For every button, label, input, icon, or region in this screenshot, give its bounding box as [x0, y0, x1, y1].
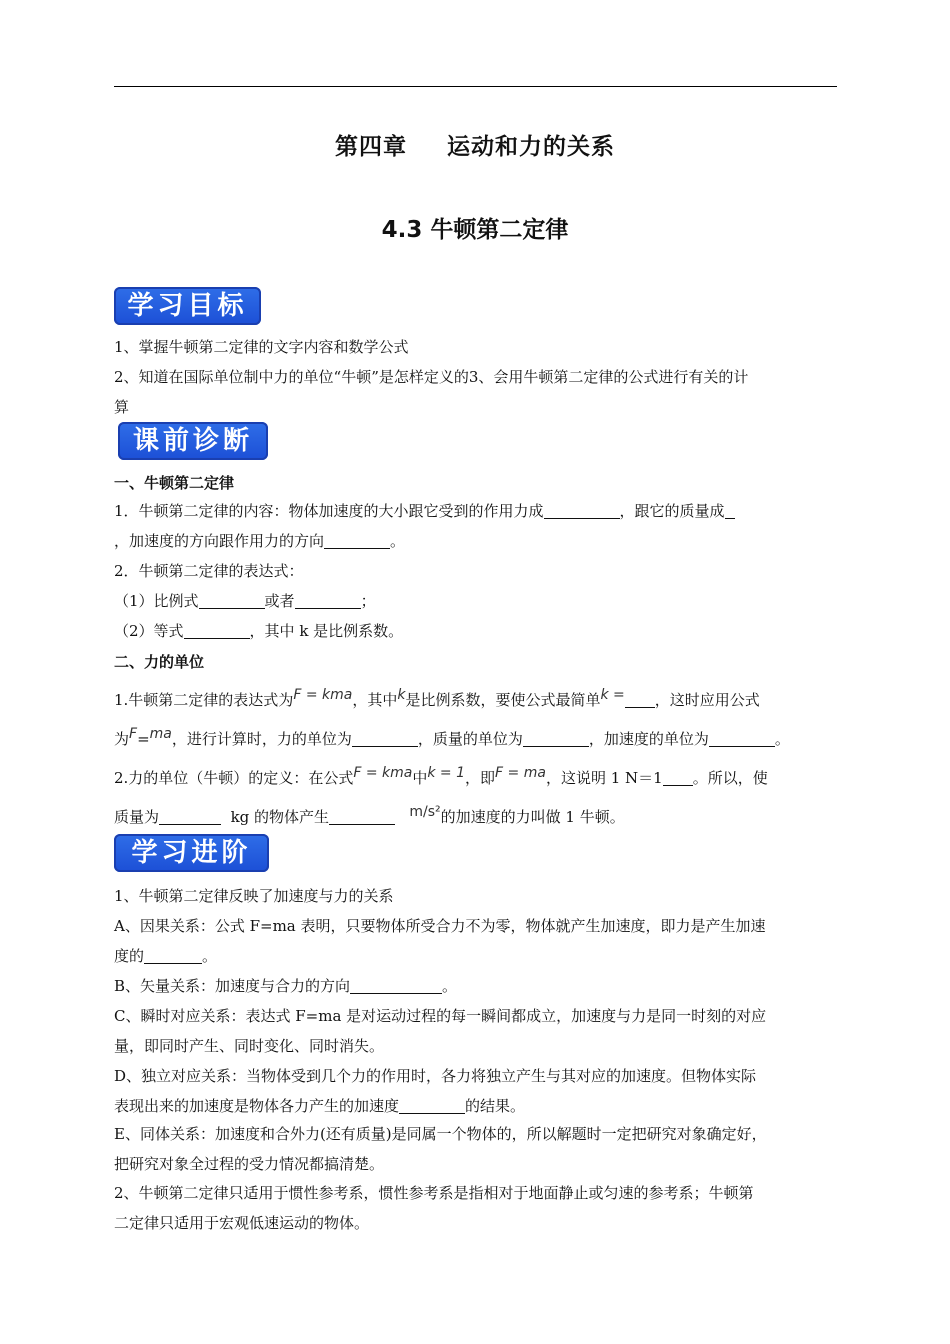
u3-text-a: 2.力的单位（牛顿）的定义：在公式 [114, 769, 354, 787]
blank[interactable] [329, 809, 395, 825]
blank[interactable] [352, 731, 418, 747]
unit-q1 [114, 687, 844, 710]
blank[interactable] [523, 731, 589, 747]
diagnosis-heading-2: 二、力的单位 [114, 653, 205, 671]
chapter-title [0, 128, 950, 161]
equals-sign: = [137, 730, 150, 748]
section-title: 4.3 牛顿第二定律 [381, 217, 569, 243]
formula-k: k [397, 687, 406, 703]
formula-ma: ma [149, 726, 172, 742]
u3-text-c: ，即 [465, 769, 496, 787]
blank[interactable] [399, 1098, 465, 1114]
blank[interactable] [544, 503, 620, 519]
u2-text-d: ，加速度的单位为 [588, 730, 709, 748]
advanced-d: D、独立对应关系：当物体受到几个力的作用时，各力将独立产生与其对应的加速度。但物体实际 [114, 1067, 757, 1085]
u3-text-d: ，这说明 1 N＝1 [545, 769, 663, 787]
advanced-2: 2、牛顿第二定律只适用于惯性参考系，惯性参考系是指相对于地面静止或匀速的参考系；牛顿第 [114, 1184, 754, 1202]
advanced-banner: 学习进阶 [114, 834, 269, 872]
diagnosis-q2-2 [114, 620, 844, 641]
blank[interactable] [159, 809, 221, 825]
adv-d-text-a: 表现出来的加速度是物体各力产生的加速度 [114, 1097, 400, 1115]
advanced-b [114, 975, 844, 996]
objective-1: 1、掌握牛顿第二定律的文字内容和数学公式 [114, 338, 409, 356]
u1-text-b: ，其中 [352, 691, 398, 709]
advanced-a: A、因果关系：公式 F=ma 表明，只要物体所受合力不为零，物体就产生加速度，即力是产生加速 [114, 917, 766, 935]
u3-text-b: 中 [412, 769, 428, 787]
adv-a-text-b: 。 [202, 947, 218, 965]
advanced-c: C、瞬时对应关系：表达式 F=ma 是对运动过程的每一瞬间都成立，加速度与力是同一时刻的对应 [114, 1007, 767, 1025]
formula-f-kma: F = kma [293, 687, 353, 703]
q1-text-d: 。 [390, 532, 406, 550]
q1-text-a: 1．牛顿第二定律的内容：物体加速度的大小跟它受到的作用力成 [114, 502, 544, 520]
adv-a-text-a: 度的 [114, 947, 145, 965]
formula-f-ma: F = ma [495, 765, 546, 781]
u4-text-a: 质量为 [114, 808, 160, 826]
q2-1-text-a: （1）比例式 [114, 592, 199, 610]
q2-1-text-b: 或者 [264, 592, 295, 610]
blank[interactable] [324, 533, 390, 549]
diagnosis-q1-cont [114, 530, 844, 551]
diagnosis-heading-1: 一、牛顿第二定律 [114, 474, 235, 492]
unit-m-per-s2: m/s² [409, 804, 441, 820]
chapter-name: 运动和力的关系 [447, 134, 615, 160]
q1-text-c: ，加速度的方向跟作用力的方向 [114, 532, 325, 550]
advanced-d-cont [114, 1095, 844, 1116]
diagnosis-q2-1 [114, 590, 844, 611]
blank[interactable] [663, 770, 693, 786]
header-rule [114, 86, 837, 87]
unit-q1-cont [114, 726, 844, 749]
objective-2: 2、知道在国际单位制中力的单位“牛顿”是怎样定义的3、会用牛顿第二定律的公式进行有关的计 [114, 368, 749, 386]
unit-q2 [114, 765, 844, 788]
q2-2-text-b: ，其中 k 是比例系数。 [249, 622, 404, 640]
q2-2-text-a: （2）等式 [114, 622, 184, 640]
advanced-e: E、同体关系：加速度和合外力(还有质量)是同属一个物体的，所以解题时一定把研究对象确定好， [114, 1125, 767, 1143]
blank[interactable] [625, 692, 655, 708]
blank[interactable] [725, 503, 735, 519]
blank[interactable] [709, 731, 775, 747]
advanced-c-cont: 量，即同时产生、同时变化、同时消失。 [114, 1037, 385, 1055]
objectives-banner: 学习目标 [114, 287, 261, 325]
advanced-1: 1、牛顿第二定律反映了加速度与力的关系 [114, 887, 394, 905]
u1-text-d: ，这时应用公式 [654, 691, 760, 709]
q1-text-b: ，跟它的质量成 [619, 502, 725, 520]
diagnosis-q2: 2．牛顿第二定律的表达式： [114, 562, 304, 580]
adv-b-text-b: 。 [442, 977, 458, 995]
advanced-e-cont: 把研究对象全过程的受力情况都搞清楚。 [114, 1155, 385, 1173]
u2-text-b: ，进行计算时，力的单位为 [171, 730, 352, 748]
blank[interactable] [350, 978, 442, 994]
formula-k-eq: k = [600, 687, 625, 703]
blank[interactable] [295, 593, 361, 609]
u3-text-e: 。所以，使 [692, 769, 768, 787]
formula-k-eq-1: k = 1 [427, 765, 466, 781]
advanced-2-cont: 二定律只适用于宏观低速运动的物体。 [114, 1214, 370, 1232]
q2-1-text-c: ； [360, 592, 376, 610]
u1-text-c: 是比例系数，要使公式最简单 [405, 691, 601, 709]
blank[interactable] [199, 593, 265, 609]
adv-d-text-b: 的结果。 [465, 1097, 526, 1115]
objective-2-cont: 算 [114, 398, 130, 416]
formula-f: F [129, 726, 138, 742]
adv-b-text-a: B、矢量关系：加速度与合力的方向 [114, 977, 351, 995]
advanced-a-cont [114, 945, 844, 966]
formula-f-kma: F = kma [353, 765, 413, 781]
diagnosis-q1 [114, 500, 844, 521]
diagnosis-banner: 课前诊断 [118, 422, 268, 460]
u2-text-a: 为 [114, 730, 130, 748]
blank[interactable] [184, 623, 250, 639]
u1-text-a: 1.牛顿第二定律的表达式为 [114, 691, 294, 709]
chapter-number: 第四章 [335, 134, 407, 160]
blank[interactable] [144, 948, 202, 964]
u2-text-c: ，质量的单位为 [417, 730, 523, 748]
unit-q2-cont [114, 804, 844, 827]
u2-text-e: 。 [774, 730, 790, 748]
u4-text-b: kg 的物体产生 [230, 808, 330, 826]
u4-text-c: 的加速度的力叫做 1 牛顿。 [440, 808, 625, 826]
